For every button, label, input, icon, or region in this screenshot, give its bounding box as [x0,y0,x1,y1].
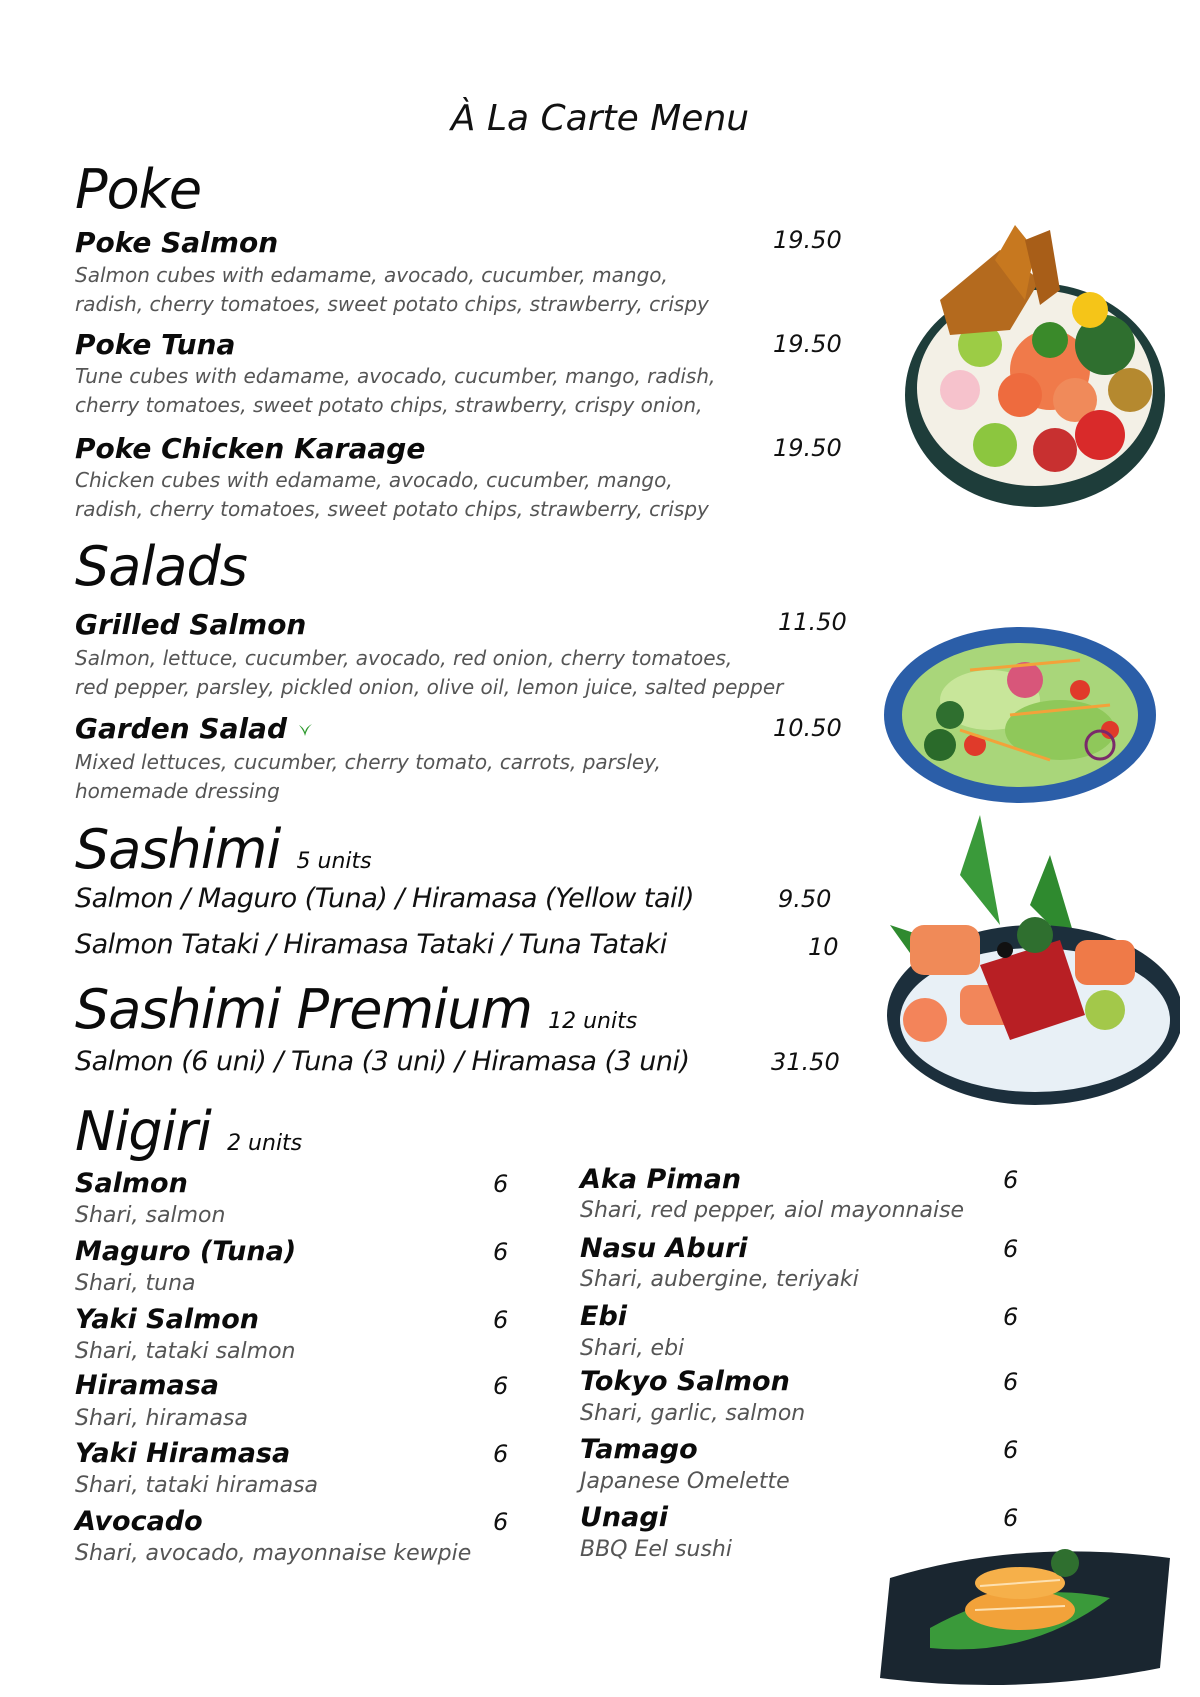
nigiri-description: Shari, garlic, salmon [580,1401,806,1426]
nigiri-name: Aka Piman [580,1164,742,1195]
nigiri-name: Ebi [580,1301,628,1332]
nigiri-price: 6 [493,1372,509,1400]
item-description: radish, cherry tomatoes, sweet potato chips, strawberry, crispy [75,497,709,521]
item-price: 19.50 [773,226,842,254]
item-price: 19.50 [773,434,842,462]
units-label: 12 units [548,1009,638,1034]
nigiri-plate-image [870,1518,1180,1696]
item-description: homemade dressing [75,779,280,803]
nigiri-price: 6 [1003,1436,1019,1464]
item-price: 19.50 [773,330,842,358]
nigiri-price: 6 [493,1508,509,1536]
item-name: Poke Tuna [75,328,236,361]
item-description: Salmon, lettuce, cucumber, avocado, red onion, cherry tomatoes, [75,646,733,670]
nigiri-price: 6 [493,1238,509,1266]
nigiri-price: 6 [493,1170,509,1198]
units-label: 2 units [227,1131,303,1156]
nigiri-price: 6 [1003,1235,1019,1263]
nigiri-name: Unagi [580,1502,668,1533]
nigiri-description: Shari, salmon [75,1203,226,1228]
section-heading-text: Sashimi [75,818,281,881]
item-price: 11.50 [778,608,847,636]
nigiri-price: 6 [493,1440,509,1468]
nigiri-description: Japanese Omelette [580,1469,790,1494]
item-description: Mixed lettuces, cucumber, cherry tomato, carrots, parsley, [75,750,661,774]
nigiri-price: 6 [1003,1166,1019,1194]
nigiri-description: Shari, red pepper, aiol mayonnaise [580,1198,965,1223]
sashimi-platter-image [850,815,1180,1110]
section-heading-sashimi-premium [75,978,637,1041]
salad-bowl-image [880,620,1160,810]
item-description: Salmon cubes with edamame, avocado, cucumber, mango, [75,263,668,287]
nigiri-description: Shari, aubergine, teriyaki [580,1267,859,1292]
item-description: Chicken cubes with edamame, avocado, cucumber, mango, [75,468,673,492]
nigiri-price: 6 [493,1306,509,1334]
item-description: Tune cubes with edamame, avocado, cucumber, mango, radish, [75,364,716,388]
nigiri-price: 6 [1003,1368,1019,1396]
nigiri-name: Yaki Hiramasa [75,1438,291,1469]
vegetarian-item-row [75,712,313,745]
item-price: 9.50 [778,885,832,913]
nigiri-name: Tamago [580,1434,698,1465]
item-name: Grilled Salmon [75,608,307,641]
leaf-icon [297,722,313,738]
section-heading-poke: Poke [75,158,202,221]
section-heading-nigiri [75,1100,302,1163]
sashimi-line: Salmon / Maguro (Tuna) / Hiramasa (Yellow tail) [75,883,695,914]
item-description: radish, cherry tomatoes, sweet potato chips, strawberry, crispy [75,292,709,316]
nigiri-name: Hiramasa [75,1370,220,1401]
section-heading-salads: Salads [75,535,247,598]
section-heading-text: Sashimi Premium [75,978,532,1041]
page-title: À La Carte Menu [450,98,750,139]
item-name: Poke Salmon [75,226,279,259]
nigiri-price: 6 [1003,1303,1019,1331]
nigiri-description: Shari, ebi [580,1336,685,1361]
nigiri-description: BBQ Eel sushi [580,1537,732,1562]
item-name: Garden Salad [75,712,287,745]
nigiri-name: Yaki Salmon [75,1304,260,1335]
nigiri-name: Nasu Aburi [580,1233,748,1264]
item-price: 10.50 [773,714,842,742]
nigiri-description: Shari, hiramasa [75,1406,248,1431]
units-label: 5 units [296,849,372,874]
nigiri-name: Avocado [75,1506,203,1537]
item-price: 31.50 [771,1048,840,1076]
nigiri-name: Tokyo Salmon [580,1366,790,1397]
item-name: Poke Chicken Karaage [75,432,426,465]
item-description: cherry tomatoes, sweet potato chips, strawberry, crispy onion, [75,393,703,417]
nigiri-description: Shari, tataki hiramasa [75,1473,319,1498]
nigiri-description: Shari, tuna [75,1271,196,1296]
nigiri-description: Shari, tataki salmon [75,1339,296,1364]
sashimi-line: Salmon Tataki / Hiramasa Tataki / Tuna Tataki [75,929,667,960]
nigiri-name: Maguro (Tuna) [75,1236,297,1267]
poke-bowl-image [900,220,1170,520]
item-description: red pepper, parsley, pickled onion, olive oil, lemon juice, salted pepper [75,675,784,699]
sashimi-premium-line: Salmon (6 uni) / Tuna (3 uni) / Hiramasa (3 uni) [75,1046,690,1077]
section-heading-sashimi [75,818,372,881]
section-heading-text: Nigiri [75,1100,211,1163]
item-price: 10 [808,933,839,961]
nigiri-price: 6 [1003,1504,1019,1532]
nigiri-name: Salmon [75,1168,188,1199]
nigiri-description: Shari, avocado, mayonnaise kewpie [75,1541,472,1566]
